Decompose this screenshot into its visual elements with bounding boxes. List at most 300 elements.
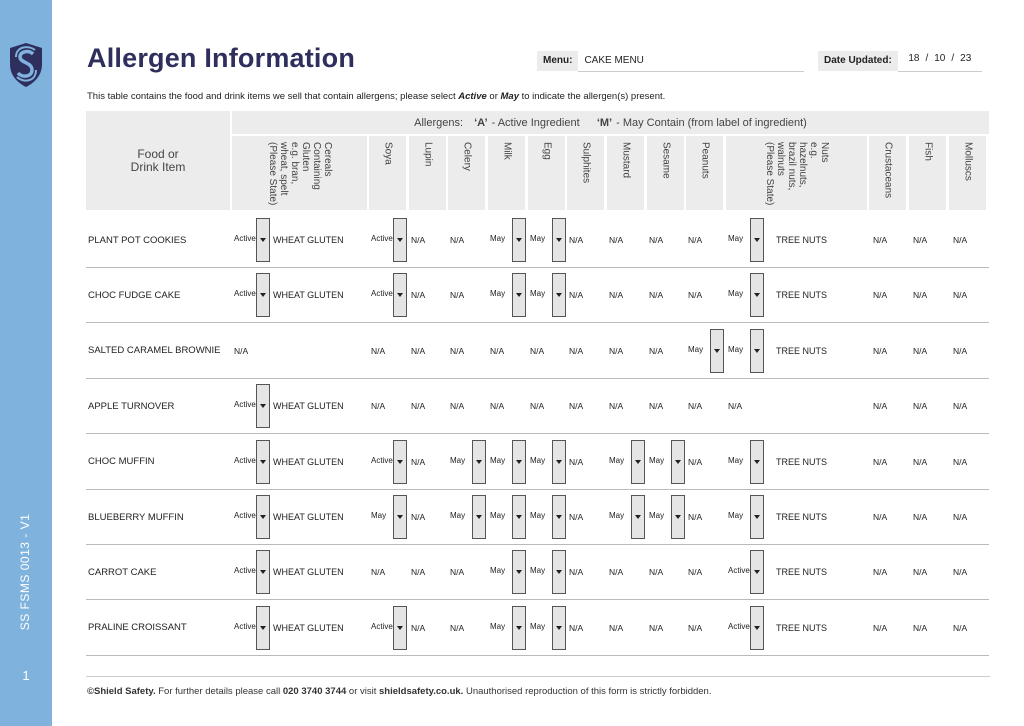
dropdown-arrow-icon[interactable] [552, 218, 566, 262]
allergen-select-value: May [530, 566, 546, 576]
allergen-value: N/A [569, 512, 584, 522]
gluten-note-input[interactable]: WHEAT GLUTEN [273, 235, 344, 245]
allergen-value: N/A [569, 622, 584, 633]
dropdown-arrow-icon[interactable] [750, 329, 764, 373]
dropdown-arrow-icon[interactable] [750, 606, 764, 650]
nuts-note-input[interactable]: TREE NUTS [776, 622, 828, 633]
intro-text [87, 91, 665, 102]
food-item-name[interactable]: PLANT POT COOKIES [88, 234, 187, 246]
allergen-select[interactable] [490, 495, 526, 539]
gluten-note-input[interactable]: WHEAT GLUTEN [273, 567, 344, 578]
intro-before: This table contains the food and drink items we sell that contain allergens; please select [87, 91, 459, 102]
sidebar [0, 0, 52, 726]
allergen-value: N/A [913, 512, 928, 522]
allergen-value: N/A [530, 401, 545, 412]
dropdown-arrow-icon[interactable] [256, 218, 270, 262]
footer-brand: ©Shield Safety. [87, 686, 156, 697]
allergen-value: N/A [490, 345, 505, 356]
dropdown-arrow-icon[interactable] [671, 495, 685, 539]
allergen-select[interactable] [728, 495, 764, 539]
allergen-value: N/A [649, 235, 664, 245]
nuts-note-input[interactable]: TREE NUTS [776, 456, 828, 467]
gluten-note-input[interactable]: WHEAT GLUTEN [273, 456, 344, 467]
allergen-value: N/A [913, 290, 928, 301]
allergen-column-label [461, 142, 472, 171]
nuts-note-input[interactable]: TREE NUTS [776, 290, 828, 301]
dropdown-arrow-icon[interactable] [552, 606, 566, 650]
allergen-select[interactable] [530, 218, 566, 262]
allergen-column-label-line: Nuts [818, 142, 830, 163]
allergen-value: N/A [569, 567, 584, 578]
allergen-select-value: May [530, 289, 546, 299]
allergen-select-value: May [609, 511, 625, 520]
allergen-column-label [699, 142, 710, 179]
allergen-select-value: Active [234, 511, 256, 520]
allergen-select-value: May [490, 566, 506, 576]
allergen-select[interactable] [490, 218, 526, 262]
allergen-value: N/A [649, 345, 664, 356]
allergen-value: N/A [953, 512, 968, 522]
allergen-select-value: Active [234, 400, 256, 410]
food-item-name[interactable]: SALTED CARAMEL BROWNIE [88, 345, 221, 357]
allergen-select-value: Active [234, 455, 256, 465]
allergen-value: N/A [609, 345, 624, 356]
date-field [818, 51, 982, 71]
allergen-value: N/A [450, 235, 465, 245]
allergen-select-value: May [490, 234, 506, 243]
gluten-note-input[interactable]: WHEAT GLUTEN [273, 622, 344, 633]
dropdown-arrow-icon[interactable] [393, 273, 407, 317]
allergen-select[interactable] [371, 273, 407, 317]
allergen-select[interactable] [490, 273, 526, 317]
dropdown-arrow-icon[interactable] [631, 495, 645, 539]
dropdown-arrow-icon[interactable] [512, 440, 526, 484]
date-sep: / [925, 52, 929, 64]
allergen-column-header [488, 136, 525, 210]
allergen-column-header [369, 136, 406, 210]
table-row [86, 435, 989, 490]
allergen-select[interactable] [530, 273, 566, 317]
allergen-select-value: May [649, 511, 665, 520]
allergen-value: N/A [371, 567, 386, 578]
allergen-column-header [726, 136, 867, 210]
shield-logo-icon [9, 42, 43, 88]
dropdown-arrow-icon[interactable] [512, 550, 526, 594]
footer-site: shieldsafety.co.uk. [379, 686, 464, 697]
allergen-value: N/A [873, 622, 888, 633]
allergen-column-label-line: Milk [501, 142, 512, 160]
allergen-column-label-line: Containing [310, 142, 322, 190]
footer-text1: For further details please call [155, 686, 283, 697]
banner-prefix: Allergens: [414, 116, 464, 129]
page-number: 1 [22, 668, 30, 683]
dropdown-arrow-icon[interactable] [512, 273, 526, 317]
allergen-column-header [448, 136, 485, 210]
allergen-value: N/A [490, 401, 505, 412]
dropdown-arrow-icon[interactable] [750, 550, 764, 594]
dropdown-arrow-icon[interactable] [472, 495, 486, 539]
allergen-column-label-line: (Please State) [763, 142, 775, 206]
allergen-select-value: May [371, 511, 387, 520]
allergen-value: N/A [411, 401, 426, 412]
dropdown-arrow-icon[interactable] [671, 440, 685, 484]
allergen-banner [232, 111, 989, 134]
allergen-column-label-line: Fish [922, 142, 933, 161]
allergen-select-value: May [530, 621, 546, 631]
allergen-select-value: May [530, 455, 546, 465]
allergen-column-label [580, 142, 591, 183]
allergen-value: N/A [649, 401, 664, 412]
menu-label: Menu: [537, 51, 578, 71]
allergen-select[interactable] [490, 606, 526, 650]
dropdown-arrow-icon[interactable] [631, 440, 645, 484]
allergen-select[interactable] [530, 495, 566, 539]
allergen-select[interactable] [530, 440, 566, 484]
allergen-value: N/A [913, 401, 928, 412]
dropdown-arrow-icon[interactable] [512, 218, 526, 262]
allergen-value: N/A [450, 622, 465, 633]
food-item-name[interactable]: APPLE TURNOVER [88, 400, 175, 412]
banner-a: ‘A’ [474, 116, 488, 129]
allergen-value: N/A [873, 456, 888, 467]
allergen-select[interactable] [728, 218, 764, 262]
allergen-column-header [909, 136, 946, 210]
dropdown-arrow-icon[interactable] [512, 606, 526, 650]
allergen-value: N/A [688, 290, 703, 301]
dropdown-arrow-icon[interactable] [710, 329, 724, 373]
allergen-select-value: Active [234, 621, 256, 631]
allergen-column-label-line: Lupin [422, 142, 433, 167]
allergen-select-value: May [450, 455, 466, 465]
allergen-value: N/A [609, 567, 624, 578]
dropdown-arrow-icon[interactable] [256, 384, 270, 428]
allergen-value: N/A [688, 235, 703, 245]
page-title: Allergen Information [87, 43, 356, 73]
allergen-value: N/A [569, 456, 584, 467]
allergen-column-label [501, 142, 512, 160]
allergen-column-label-line: Celery [461, 142, 472, 171]
allergen-column-header [232, 136, 367, 210]
footer-divider [86, 676, 990, 677]
allergen-value: N/A [913, 235, 928, 245]
allergen-column-label-line: Crustaceans [882, 142, 893, 199]
date-year[interactable]: 23 [960, 52, 972, 64]
dropdown-arrow-icon[interactable] [256, 550, 270, 594]
intro-may: May [500, 91, 519, 102]
allergen-column-label [962, 142, 973, 181]
allergen-column-label [422, 142, 433, 166]
dropdown-arrow-icon[interactable] [393, 440, 407, 484]
allergen-column-label [382, 142, 393, 165]
dropdown-arrow-icon[interactable] [552, 440, 566, 484]
allergen-value: N/A [609, 622, 624, 633]
allergen-select-value: Active [371, 455, 393, 465]
food-item-name[interactable]: CHOC MUFFIN [88, 456, 155, 468]
intro-active: Active [458, 91, 487, 102]
allergen-column-label-line: Gluten [299, 142, 311, 172]
allergen-select[interactable] [649, 495, 685, 539]
allergen-select[interactable] [371, 606, 407, 650]
allergen-column-label-line: walnuts [774, 142, 786, 176]
food-item-name[interactable]: BLUEBERRY MUFFIN [88, 511, 184, 523]
allergen-select[interactable] [371, 218, 407, 262]
allergen-select[interactable] [728, 273, 764, 317]
allergen-select[interactable] [649, 440, 685, 484]
dropdown-arrow-icon[interactable] [750, 273, 764, 317]
table-row [86, 545, 989, 600]
allergen-select[interactable] [728, 550, 764, 594]
allergen-select-value: May [728, 511, 744, 520]
gluten-note-input[interactable]: WHEAT GLUTEN [273, 401, 344, 412]
allergen-value: N/A [873, 401, 888, 412]
dropdown-arrow-icon[interactable] [256, 273, 270, 317]
allergen-value: N/A [609, 290, 624, 301]
allergen-select-value: Active [234, 234, 256, 243]
date-day[interactable]: 18 [908, 52, 920, 64]
allergen-select[interactable] [234, 550, 270, 594]
allergen-value: N/A [530, 345, 545, 356]
allergen-value: N/A [569, 235, 584, 245]
allergen-select-value: May [450, 511, 466, 520]
allergen-select-value: May [728, 344, 744, 354]
allergen-select-value: Active [234, 289, 256, 299]
allergen-value: N/A [411, 345, 426, 356]
allergen-select-value: Active [371, 234, 393, 243]
allergen-select-value: May [688, 344, 704, 354]
allergen-value: N/A [913, 622, 928, 633]
allergen-value: N/A [371, 345, 386, 356]
date-month[interactable]: 10 [934, 52, 946, 64]
allergen-column-header [949, 136, 986, 210]
food-item-name[interactable]: CHOC FUDGE CAKE [88, 289, 181, 301]
gluten-note-input[interactable]: WHEAT GLUTEN [273, 290, 344, 301]
date-input[interactable] [898, 51, 982, 72]
gluten-note-input[interactable]: WHEAT GLUTEN [273, 512, 344, 522]
allergen-value: N/A [913, 567, 928, 578]
allergen-value: N/A [649, 622, 664, 633]
allergen-value: N/A [873, 567, 888, 578]
allergen-select[interactable] [490, 550, 526, 594]
dropdown-arrow-icon[interactable] [552, 273, 566, 317]
allergen-column-label [267, 142, 333, 205]
allergen-value: N/A [873, 512, 888, 522]
dropdown-arrow-icon[interactable] [393, 606, 407, 650]
banner-m-text: - May Contain (from label of ingredient) [616, 116, 807, 129]
table-row [86, 601, 989, 656]
footer-text3: Unauthorised reproduction of this form is strictly forbidden. [463, 686, 712, 697]
footer [87, 686, 711, 697]
dropdown-arrow-icon[interactable] [472, 440, 486, 484]
date-label: Date Updated: [818, 51, 898, 71]
allergen-select-value: May [530, 234, 546, 243]
date-sep: / [951, 52, 955, 64]
dropdown-arrow-icon[interactable] [393, 495, 407, 539]
allergen-value: N/A [450, 345, 465, 356]
dropdown-arrow-icon[interactable] [552, 550, 566, 594]
allergen-value: N/A [688, 401, 703, 412]
dropdown-arrow-icon[interactable] [256, 495, 270, 539]
allergen-value: N/A [371, 401, 386, 412]
dropdown-arrow-icon[interactable] [393, 218, 407, 262]
allergen-column-label [620, 142, 631, 178]
allergen-select[interactable] [234, 273, 270, 317]
menu-input[interactable]: CAKE MENU [578, 51, 804, 72]
allergen-value: N/A [913, 345, 928, 356]
allergen-select[interactable] [490, 440, 526, 484]
allergen-value: N/A [953, 401, 968, 412]
allergen-select[interactable] [234, 606, 270, 650]
allergen-value: N/A [873, 290, 888, 301]
table-row [86, 379, 989, 434]
allergen-value: N/A [411, 567, 426, 578]
allergen-select[interactable] [234, 495, 270, 539]
allergen-select[interactable] [450, 440, 486, 484]
dropdown-arrow-icon[interactable] [552, 495, 566, 539]
allergen-value: N/A [234, 345, 249, 356]
table-row [86, 490, 989, 545]
allergen-value: N/A [450, 567, 465, 578]
allergen-select-value: May [649, 455, 665, 465]
allergen-select[interactable] [234, 384, 270, 428]
allergen-select[interactable] [234, 218, 270, 262]
allergen-select[interactable] [530, 550, 566, 594]
nuts-note-input[interactable]: TREE NUTS [776, 512, 828, 522]
allergen-column-label-line: e.g. bran, [288, 142, 300, 185]
allergen-select-value: May [490, 511, 506, 520]
dropdown-arrow-icon[interactable] [750, 440, 764, 484]
nuts-note-input[interactable]: TREE NUTS [776, 235, 828, 245]
allergen-column-header [409, 136, 446, 210]
allergen-column-header [647, 136, 684, 210]
allergen-value: N/A [450, 290, 465, 301]
banner-a-text: - Active Ingredient [491, 116, 580, 129]
table-row [86, 268, 989, 323]
allergen-column-label [882, 142, 893, 198]
allergen-column-header [869, 136, 906, 210]
allergen-column-label-line: wheat, spelt [277, 142, 289, 196]
dropdown-arrow-icon[interactable] [750, 218, 764, 262]
allergen-column-label-line: Molluscs [962, 142, 973, 181]
food-item-name[interactable]: CARROT CAKE [88, 566, 157, 578]
allergen-column-label-line: Sesame [660, 142, 671, 179]
allergen-select[interactable] [450, 495, 486, 539]
allergen-select[interactable] [728, 440, 764, 484]
dropdown-arrow-icon[interactable] [256, 606, 270, 650]
allergen-value: N/A [953, 567, 968, 578]
allergen-select-value: May [609, 455, 625, 465]
dropdown-arrow-icon[interactable] [512, 495, 526, 539]
allergen-column-label [764, 142, 830, 205]
allergen-column-label [922, 142, 933, 161]
allergen-value: N/A [609, 235, 624, 245]
allergen-column-label-line: Mustard [620, 142, 631, 179]
allergen-value: N/A [728, 401, 743, 412]
table-row [86, 213, 989, 268]
allergen-column-header [528, 136, 565, 210]
food-header-line1: Food or [137, 146, 179, 161]
allergen-value: N/A [411, 456, 426, 467]
allergen-value: N/A [688, 567, 703, 578]
allergen-select-value: May [728, 289, 744, 299]
allergen-value: N/A [873, 345, 888, 356]
allergen-select[interactable] [609, 495, 645, 539]
allergen-column-label [541, 142, 552, 160]
intro-or: or [486, 91, 501, 102]
allergen-value: N/A [411, 290, 426, 301]
table-row [86, 324, 989, 379]
allergen-column-label-line: Peanuts [699, 142, 710, 179]
allergen-select[interactable] [530, 606, 566, 650]
dropdown-arrow-icon[interactable] [256, 440, 270, 484]
banner-m: ‘M’ [596, 116, 613, 129]
allergen-value: N/A [953, 345, 968, 356]
allergen-column-label-line: (Please State) [266, 142, 278, 206]
allergen-select-value: May [490, 455, 506, 465]
allergen-select-value: Active [728, 621, 750, 631]
allergen-select[interactable] [371, 495, 407, 539]
allergen-value: N/A [953, 235, 968, 245]
allergen-value: N/A [953, 622, 968, 633]
allergen-select[interactable] [728, 329, 764, 373]
allergen-value: N/A [569, 401, 584, 412]
allergen-column-label-line: e.g. [807, 142, 819, 159]
footer-text2: or visit [346, 686, 379, 697]
footer-phone: 020 3740 3744 [282, 686, 347, 697]
allergen-select[interactable] [234, 440, 270, 484]
allergen-column-label-line: hazelnuts, [796, 142, 808, 188]
allergen-value: N/A [953, 456, 968, 467]
allergen-column-header [607, 136, 644, 210]
allergen-select-value: Active [371, 289, 393, 299]
allergen-value: N/A [649, 290, 664, 301]
allergen-select[interactable] [728, 606, 764, 650]
allergen-value: N/A [411, 622, 426, 633]
allergen-column-label-line: Egg [541, 142, 552, 160]
allergen-column-label [660, 142, 671, 179]
allergen-value: N/A [411, 235, 426, 245]
food-item-name[interactable]: PRALINE CROISSANT [88, 622, 187, 634]
intro-after: to indicate the allergen(s) present. [518, 91, 666, 102]
allergen-value: N/A [688, 622, 703, 633]
dropdown-arrow-icon[interactable] [750, 495, 764, 539]
allergen-value: N/A [688, 456, 703, 467]
allergen-value: N/A [873, 235, 888, 245]
allergen-select-value: May [530, 511, 546, 520]
allergen-select-value: May [490, 289, 506, 299]
menu-field [537, 51, 804, 71]
allergen-value: N/A [913, 456, 928, 467]
allergen-select-value: May [728, 234, 744, 243]
allergen-select[interactable] [371, 440, 407, 484]
nuts-note-input[interactable]: TREE NUTS [776, 345, 828, 356]
allergen-column-label-line: Sulphites [580, 142, 591, 184]
allergen-value: N/A [649, 567, 664, 578]
allergen-select[interactable] [688, 329, 724, 373]
allergen-select-value: Active [234, 566, 256, 576]
allergen-column-header [686, 136, 723, 210]
allergen-select-value: Active [728, 566, 750, 576]
allergen-select-value: May [728, 455, 744, 465]
form-code: SS FSMS 0013 - V1 [18, 513, 32, 631]
food-header-line2: Drink Item [130, 159, 186, 174]
allergen-value: N/A [569, 290, 584, 301]
allergen-column-label-line: brazil nuts, [785, 142, 797, 191]
nuts-note-input[interactable]: TREE NUTS [776, 567, 828, 578]
allergen-value: N/A [450, 401, 465, 412]
allergen-select[interactable] [609, 440, 645, 484]
allergen-value: N/A [953, 290, 968, 301]
food-column-header [86, 111, 230, 210]
